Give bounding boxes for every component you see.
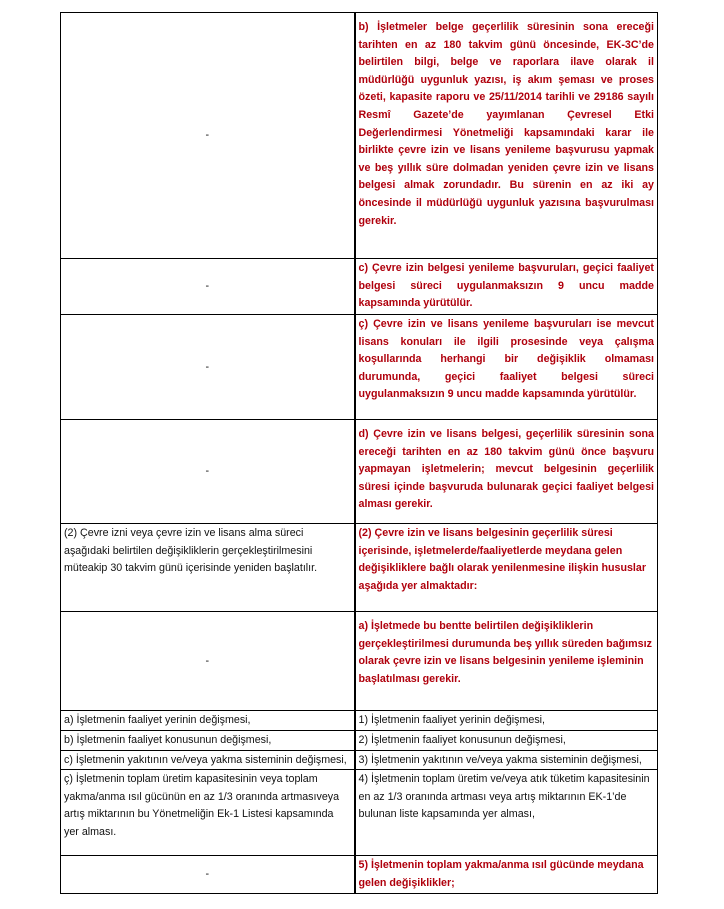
new-text-cell: c) Çevre izin belgesi yenileme başvuruları, geçici faaliyet belgesi süreci uygulanmaksızın 9 uncu madde kapsamında yürütülür. — [355, 259, 658, 315]
old-text-cell: - — [61, 13, 355, 259]
comparison-table — [60, 12, 658, 894]
new-text-cell: 2) İşletmenin faaliyet konusunun değişmesi, — [355, 730, 658, 750]
old-text-cell: b) İşletmenin faaliyet konusunun değişmesi, — [61, 730, 355, 750]
old-text-cell: - — [61, 420, 355, 524]
table-row — [61, 13, 658, 259]
table-row — [61, 524, 658, 612]
table-row — [61, 420, 658, 524]
old-text-cell: - — [61, 856, 355, 894]
table-row — [61, 750, 658, 770]
new-text-cell: d) Çevre izin ve lisans belgesi, geçerlilik süresinin sona ereceği tarihten en az 180 takvim günü önce başvuru yapmayan işletmelerin; mevcut belgesinin geçerlilik süresi içinde başvuruda bulunarak geçici faaliyet belgesi alması gerekir. — [355, 420, 658, 524]
old-text-cell: - — [61, 315, 355, 420]
new-text-cell: 4) İşletmenin toplam üretim ve/veya atık tüketim kapasitesinin en az 1/3 oranında artması veya artış miktarının EK-1’de bulunan liste kapsamında yer alması, — [355, 770, 658, 856]
new-text-cell: a) İşletmede bu bentte belirtilen değişikliklerin gerçekleştirilmesi durumunda beş yıllık süreden bağımsız olarak çevre izin ve lisans belgesinin yenileme işleminin başlatılması gerekir. — [355, 612, 658, 711]
old-text-cell: ç) İşletmenin toplam üretim kapasitesinin veya toplam yakma/anma ısıl gücünün en az 1/3 oranında artmasıveya artış miktarının bu Yönetmeliğin Ek-1 Listesi kapsamında yer alması. — [61, 770, 355, 856]
new-text-cell: (2) Çevre izin ve lisans belgesinin geçerlilik süresi içerisinde, işletmelerde/faaliyetlerde meydana gelen değişikliklere bağlı olarak yenilenmesine ilişkin hususlar aşağıda yer almaktadır: — [355, 524, 658, 612]
table-row — [61, 259, 658, 315]
new-text-cell: ç) Çevre izin ve lisans yenileme başvuruları ise mevcut lisans konuları ile ilgili prosesinde veya çalışma koşullarında herhangi bir değişiklik olmaması durumunda, geçici faaliyet belgesi süreci uygulanmaksızın 9 uncu madde kapsamında yürütülür. — [355, 315, 658, 420]
old-text-cell: - — [61, 612, 355, 711]
table-row — [61, 315, 658, 420]
old-text-cell: a) İşletmenin faaliyet yerinin değişmesi, — [61, 711, 355, 731]
table-row — [61, 856, 658, 894]
table-row — [61, 612, 658, 711]
new-text-cell: 1) İşletmenin faaliyet yerinin değişmesi, — [355, 711, 658, 731]
new-text-cell: 5) İşletmenin toplam yakma/anma ısıl gücünde meydana gelen değişiklikler; — [355, 856, 658, 894]
table-row — [61, 770, 658, 856]
new-text-cell: 3) İşletmenin yakıtının ve/veya yakma sisteminin değişmesi, — [355, 750, 658, 770]
old-text-cell: c) İşletmenin yakıtının ve/veya yakma sisteminin değişmesi, — [61, 750, 355, 770]
table-row — [61, 711, 658, 731]
old-text-cell: (2) Çevre izni veya çevre izin ve lisans alma süreci aşağıdaki belirtilen değişikliklerin gerçekleştirilmesini müteakip 30 takvim günü içerisinde yeniden başlatılır. — [61, 524, 355, 612]
old-text-cell: - — [61, 259, 355, 315]
table-row — [61, 730, 658, 750]
new-text-cell: b) İşletmeler belge geçerlilik süresinin sona ereceği tarihten en az 180 takvim günü öncesinde, EK-3C’de belirtilen bilgi, belge ve raporlara ilave olarak il müdürlüğü uygunluk yazısı, iş akım şeması ve proses özeti, kapasite raporu ve 25/11/2014 tarihli ve 29186 sayılı Resmî Gazete’de yayımlanan Çevresel Etki Değerlendirmesi Yönetmeliği kapsamındaki karar ile birlikte çevre izin ve lisans yenileme başvurusu yapmak ve beş yıllık süre dolmadan yeniden çevre izin ve lisans belgesi almak zorundadır. Bu sürenin en az iki ay öncesinde il müdürlüğü uygunluk yazısına başvurulması gerekir. — [355, 13, 658, 259]
